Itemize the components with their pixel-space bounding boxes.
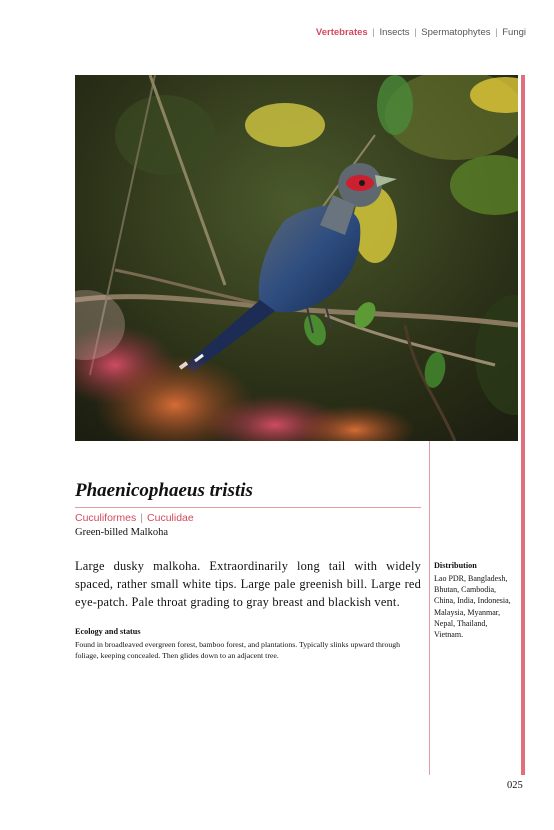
nav-fungi[interactable]: Fungi xyxy=(502,27,526,38)
taxon-separator: | xyxy=(140,512,144,524)
nav-spermatophytes[interactable]: Spermatophytes xyxy=(421,27,491,38)
taxon-family: Cuculidae xyxy=(147,512,194,524)
nav-vertebrates[interactable]: Vertebrates xyxy=(315,27,368,38)
distribution-heading: Distribution xyxy=(434,561,477,570)
section-nav xyxy=(316,27,526,38)
title-rule xyxy=(75,507,421,508)
page-number: 025 xyxy=(507,780,523,791)
scientific-name: Phaenicophaeus tristis xyxy=(75,480,253,501)
taxonomy xyxy=(75,512,194,524)
nav-separator: | xyxy=(414,27,417,38)
species-description: Large dusky malkoha. Extraordinarily long tail with widely spaced, rather small white tips. Large pale greenish bill. Large red eye-patch. Pale throat grading to gray breast and blackish vent. xyxy=(75,559,421,609)
nav-separator: | xyxy=(372,27,375,38)
common-name: Green-billed Malkoha xyxy=(75,527,169,538)
distribution-text: Lao PDR, Bangladesh, Bhutan, Cambodia, China, India, Indonesia, Malaysia, Myanmar, Nepal, Thailand, Vietnam. xyxy=(434,574,511,640)
nav-insects[interactable]: Insects xyxy=(379,27,410,38)
taxon-order: Cuculiformes xyxy=(75,512,137,524)
accent-bar xyxy=(521,75,525,775)
column-divider xyxy=(429,441,430,775)
ecology-heading: Ecology and status xyxy=(75,627,141,636)
nav-separator: | xyxy=(495,27,498,38)
bird-photo-illustration xyxy=(75,75,518,441)
bird-photo xyxy=(75,75,518,441)
ecology-text: Found in broadleaved evergreen forest, bamboo forest, and plantations. Typically slinks upward through foliage, keeping concealed. Then glides down to an adjacent tree. xyxy=(75,640,401,660)
